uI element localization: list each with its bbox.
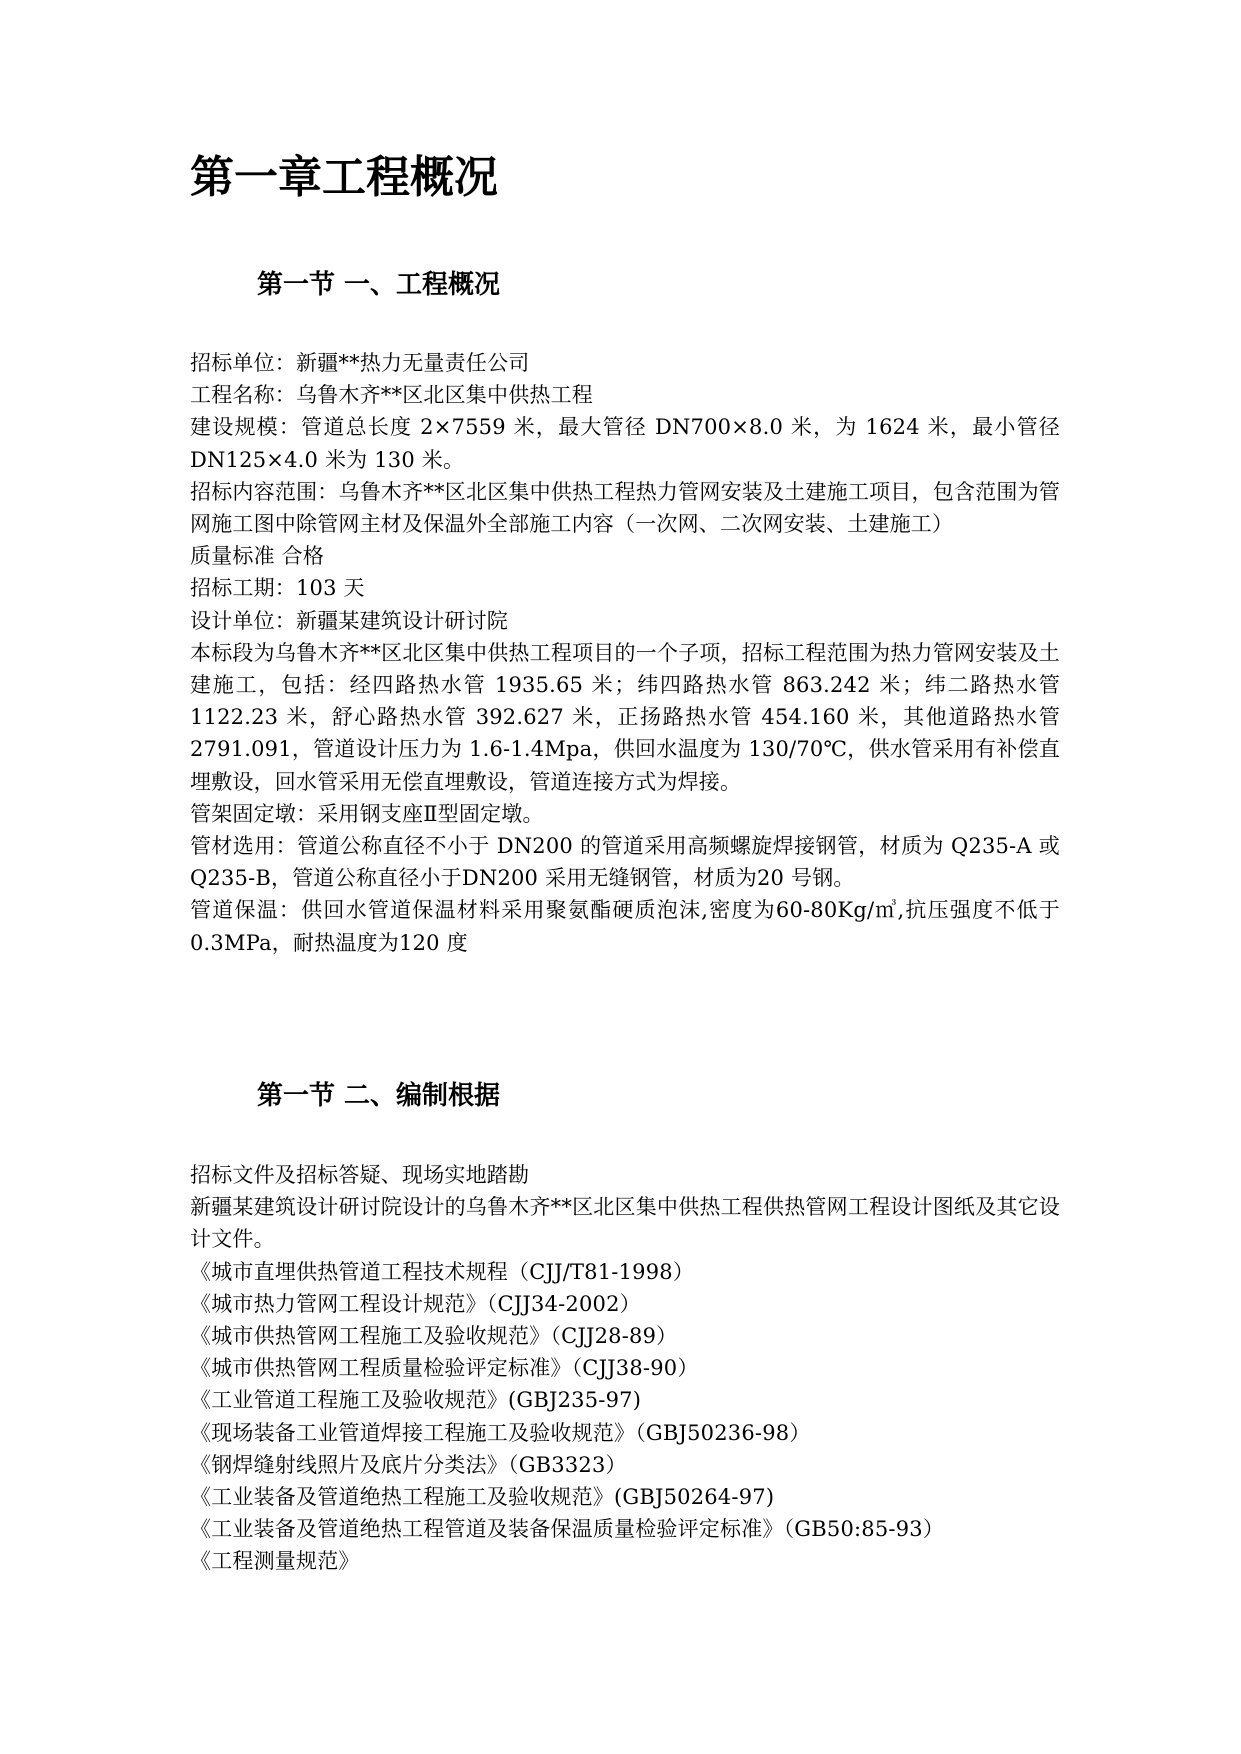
basis-item: 《现场装备工业管道焊接工程施工及验收规范》（GBJ50236-98） [190,1420,811,1445]
paragraph-design-unit: 设计单位：新疆某建筑设计研讨院 [190,608,508,633]
paragraph-section-description: 本标段为乌鲁木齐**区北区集中供热工程项目的一个子项，招标工程范围为热力管网安装及土建施工，包括：经四路热水管 1935.65 米；纬四路热水管 863.242 米；纬二路热水管 1122.23 米，舒心路热水管 392.627 米，正扬路热水管 454.160 米，其他道路热水管 2791.091，管道设计压力为 1.6-1.4Mpa，供回水温度为 130/70℃，供水管采用有补偿直埋敷设，回水管采用无偿直埋敷设，管道连接方式为焊接。 [190,640,1060,794]
paragraph-tender-unit: 招标单位：新疆**热力无量责任公司 [190,351,530,375]
paragraph-pipe-support: 管架固定墩：采用钢支座Ⅱ型固定墩。 [190,801,544,826]
basis-item: 《城市供热管网工程质量检验评定标准》（CJJ38-90） [190,1356,699,1381]
basis-item: 《城市直埋供热管道工程技术规程（CJJ/T81-1998） [190,1259,695,1284]
paragraph-quality-standard: 质量标准 合格 [190,544,325,569]
paragraph-pipe-material: 管材选用：管道公称直径不小于 DN200 的管道采用高频螺旋焊接钢管，材质为 Q235-A 或 Q235-B，管道公称直径小于DN200 采用无缝钢管，材质为20 号钢。 [190,834,1060,891]
basis-item: 招标文件及招标答疑、现场实地踏勘 [190,1163,530,1187]
chapter-title: 第一章工程概况 [190,152,498,203]
basis-body [190,1159,1060,1578]
basis-item: 《工业装备及管道绝热工程施工及验收规范》(GBJ50264-97) [190,1485,775,1510]
basis-item: 《钢焊缝射线照片及底片分类法》（GB3323） [190,1452,627,1477]
paragraph-tender-scope: 招标内容范围：乌鲁木齐**区北区集中供热工程热力管网安装及土建施工项目，包含范围为管网施工图中除管网主材及保温外全部施工内容（一次网、二次网安装、土建施工） [190,479,1060,537]
paragraph-tender-period: 招标工期：103 天 [190,576,365,601]
paragraph-construction-scale: 建设规模：管道总长度 2×7559 米，最大管径 DN700×8.0 米，为 1624 米，最小管径 DN125×4.0 米为 130 米。 [190,415,1060,472]
basis-item: 《工业装备及管道绝热工程管道及装备保温质量检验评定标准》（GB50:85-93） [190,1517,945,1542]
paragraph-project-name: 工程名称：乌鲁木齐**区北区集中供热工程 [190,383,593,408]
project-overview-body [190,347,1060,959]
basis-item: 《工程测量规范》 [190,1549,360,1574]
basis-item: 《工业管道工程施工及验收规范》(GBJ235-97) [190,1388,642,1413]
paragraph-pipe-insulation: 管道保温：供回水管道保温材料采用聚氨酯硬质泡沫,密度为60-80Kg/㎥,抗压强度不低于0.3MPa，耐热温度为120 度 [190,898,1060,955]
basis-item: 新疆某建筑设计研讨院设计的乌鲁木齐**区北区集中供热工程供热管网工程设计图纸及其它设计文件。 [190,1195,1060,1252]
section-title-project-overview: 第一节 一、工程概况 [257,270,501,300]
section-title-basis: 第一节 二、编制根据 [257,1081,501,1111]
basis-item: 《城市热力管网工程设计规范》（CJJ34-2002） [190,1291,641,1316]
basis-item: 《城市供热管网工程施工及验收规范》（CJJ28-89） [190,1324,678,1349]
